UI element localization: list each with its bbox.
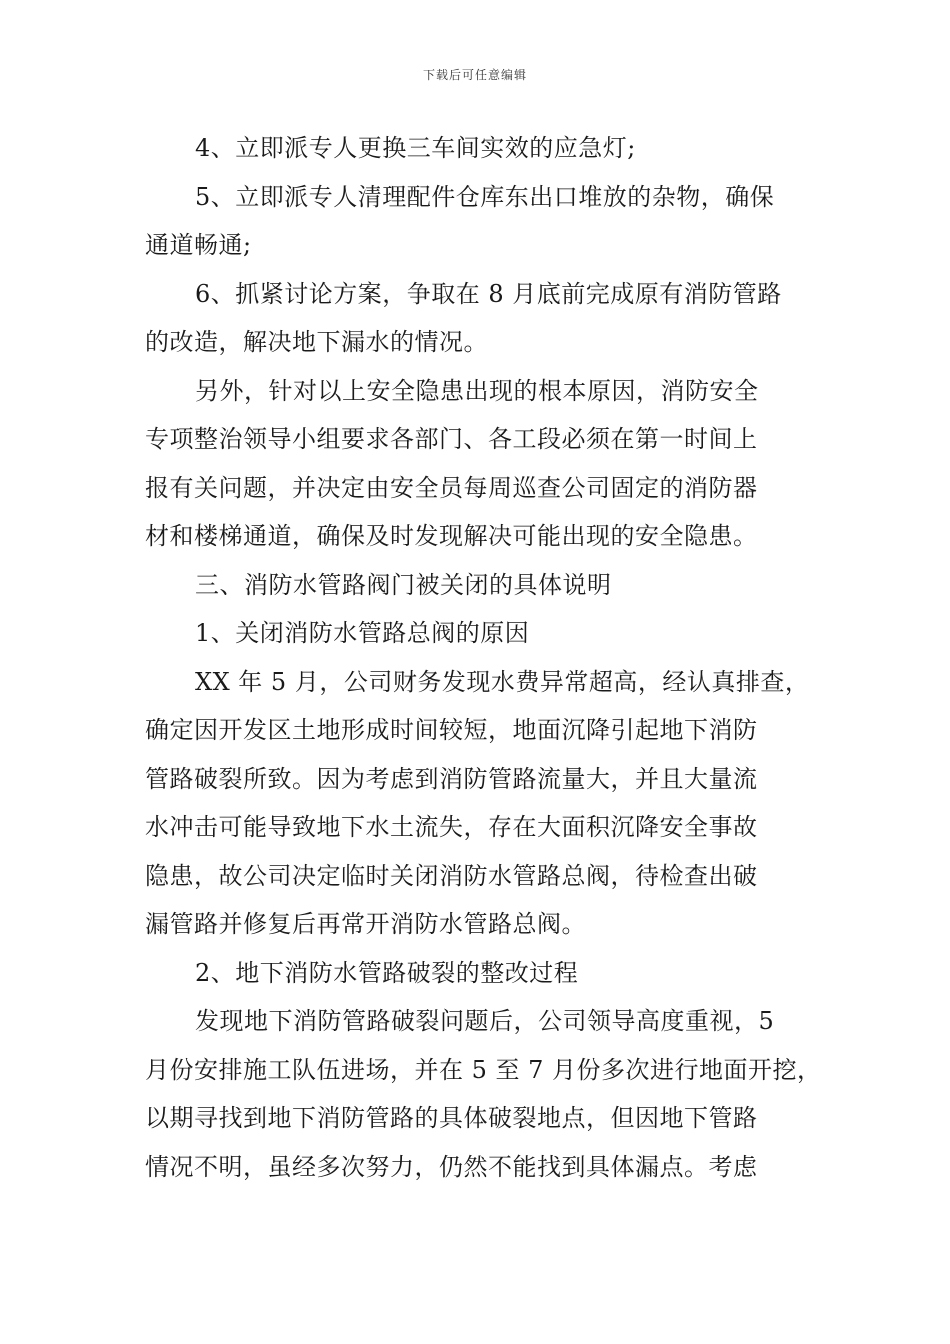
- text-line: 漏管路并修复后再常开消防水管路总阀。: [145, 910, 586, 938]
- text-line: 5、立即派专人清理配件仓库东出口堆放的杂物，确保: [195, 182, 775, 211]
- text-line: 专项整治领导小组要求各部门、各工段必须在第一时间上: [145, 425, 758, 453]
- text-line: 4、立即派专人更换三车间实效的应急灯;: [195, 134, 636, 162]
- section-heading: 三、消防水管路阀门被关闭的具体说明: [195, 570, 612, 599]
- page-header: 下载后可任意编辑: [422, 68, 527, 82]
- text-line: 发现地下消防管路破裂问题后，公司领导高度重视，5: [195, 1007, 775, 1035]
- text-line: 6、抓紧讨论方案，争取在 8 月底前完成原有消防管路: [195, 279, 782, 308]
- text-line: 的改造，解决地下漏水的情况。: [145, 328, 488, 356]
- document-body: [145, 124, 830, 1191]
- text-line: 通道畅通;: [145, 231, 252, 259]
- text-line: 管路破裂所致。因为考虑到消防管路流量大，并且大量流: [145, 764, 758, 793]
- text-line: 另外，针对以上安全隐患出现的根本原因，消防安全: [195, 376, 759, 405]
- text-line: 情况不明，虽经多次努力，仍然不能找到具体漏点。考虑: [145, 1152, 758, 1181]
- text-line: 报有关问题，并决定由安全员每周巡查公司固定的消防器: [145, 473, 758, 502]
- text-line: 隐患，故公司决定临时关闭消防水管路总阀，待检查出破: [145, 861, 758, 890]
- subsection-heading: 2、地下消防水管路破裂的整改过程: [195, 958, 579, 987]
- text-line: 以期寻找到地下消防管路的具体破裂地点，但因地下管路: [145, 1104, 758, 1132]
- text-line: 材和楼梯通道，确保及时发现解决可能出现的安全隐患。: [145, 522, 758, 550]
- text-line: XX 年 5 月，公司财务发现水费异常超高，经认真排查，: [195, 667, 810, 696]
- text-line: 水冲击可能导致地下水土流失，存在大面积沉降安全事故: [145, 813, 758, 841]
- text-line: 月份安排施工队伍进场，并在 5 至 7 月份多次进行地面开挖，: [145, 1055, 822, 1084]
- subsection-heading: 1、关闭消防水管路总阀的原因: [195, 619, 530, 647]
- text-line: 确定因开发区土地形成时间较短，地面沉降引起地下消防: [145, 716, 758, 744]
